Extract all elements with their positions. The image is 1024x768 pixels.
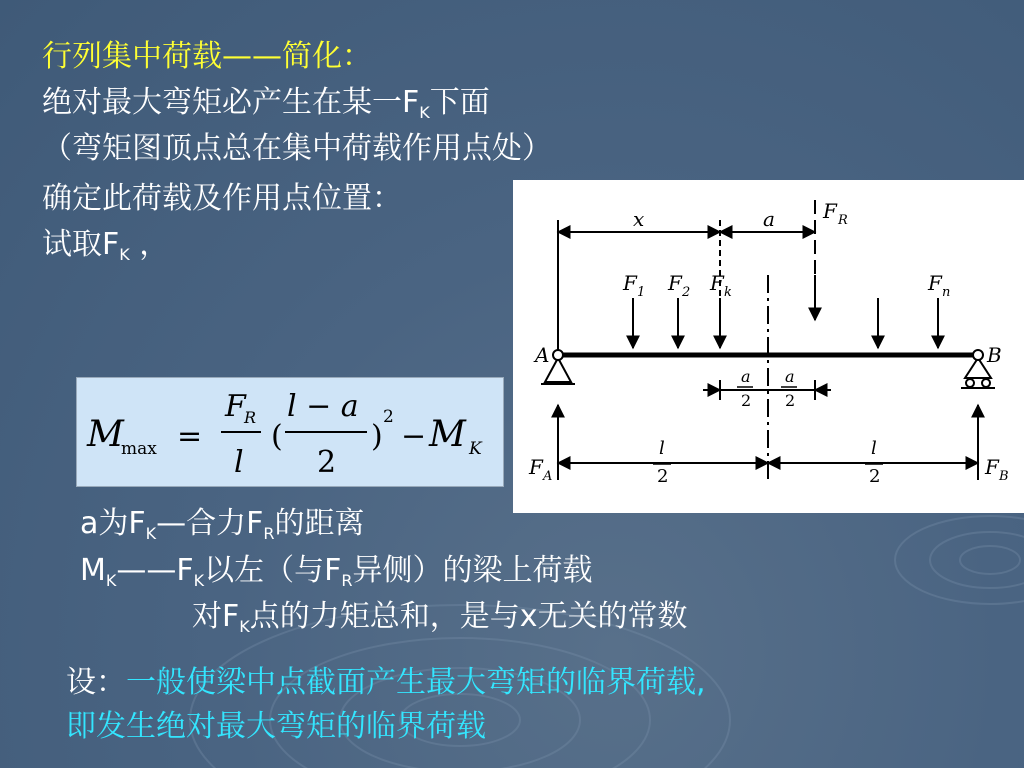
label-a-half-1: a (741, 367, 751, 386)
statement-sub: K (419, 103, 430, 122)
heading-suffix: ——简化： (222, 39, 372, 74)
assumption-line-1 (66, 664, 706, 702)
label-f2: F (668, 271, 682, 295)
definition-a: a为$F_K—$合力$F_R$的距离 (80, 506, 365, 543)
statement-line (42, 84, 490, 132)
beam-diagram-svg (513, 180, 1024, 513)
formula-l-den: l (234, 445, 244, 480)
formula-FR-sub: R (244, 408, 257, 427)
definition-mk: $M_K——F_K$以左（与$F_R$异侧）的梁上荷载 (80, 553, 593, 590)
label-fb: F (985, 455, 999, 479)
determine-line: 确定此荷载及作用点位置： (42, 181, 402, 216)
formula-MK-sub: K (469, 439, 482, 459)
label-two-4: 2 (869, 466, 881, 487)
formula-equation (77, 378, 503, 486)
label-b-support: B (987, 343, 1002, 367)
label-two-3: 2 (657, 466, 669, 487)
formula-M: M (87, 414, 124, 455)
label-fr-sub: R (838, 213, 848, 228)
formula-MK: M (429, 414, 466, 455)
label-a-half-2: a (785, 367, 795, 386)
label-fb-sub: B (999, 469, 1009, 484)
label-l-half-2: l (871, 438, 877, 459)
label-f1-sub: 1 (637, 285, 646, 300)
heading-line (42, 38, 372, 76)
definition-mk-cont: 对$F_K$点的力矩总和，是与x无关的常数 (192, 599, 688, 636)
formula-den: 2 (317, 445, 337, 480)
label-a: a (763, 207, 775, 231)
label-f2-sub: 2 (682, 285, 691, 300)
formula-max-sub: max (121, 439, 157, 459)
label-fr: F (823, 199, 837, 223)
label-fk-sub: k (724, 285, 732, 300)
label-fn: F (928, 271, 942, 295)
heading-title: 行列集中荷载 (42, 39, 222, 74)
formula-box (76, 377, 504, 487)
label-x: x (633, 207, 645, 231)
trial-text: 试取F (42, 227, 120, 262)
trial-line (42, 226, 169, 274)
trial-sub: K (119, 245, 130, 264)
formula-FR: F (225, 389, 246, 424)
note-line: （弯矩图顶点总在集中荷载作用点处） (42, 131, 552, 166)
statement-text-end: 下面 (429, 85, 490, 120)
assumption-label: 设： (66, 665, 126, 700)
label-fa-sub: A (543, 469, 553, 484)
assumption-text-1: 一般使梁中点截面产生最大弯矩的临界荷载, (126, 665, 706, 700)
label-l-half-1: l (659, 438, 665, 459)
beam-diagram (513, 180, 1024, 513)
label-two-1: 2 (741, 391, 752, 410)
formula-lpar: ( (271, 419, 283, 454)
label-a-support: A (535, 343, 550, 367)
formula-minus: − (401, 419, 427, 454)
trial-comma: ， (129, 227, 170, 262)
formula-rpar: ) (371, 419, 383, 454)
formula-square: 2 (383, 407, 394, 427)
label-fn-sub: n (942, 285, 951, 300)
assumption-line-2: 即发生绝对最大弯矩的临界荷载 (66, 709, 486, 744)
label-fa: F (529, 455, 543, 479)
label-fk: F (710, 271, 724, 295)
label-f1: F (623, 271, 637, 295)
formula-num: l − a (287, 389, 359, 424)
formula-eq: = (177, 419, 203, 454)
label-two-2: 2 (785, 391, 796, 410)
statement-text: 绝对最大弯矩必产生在某一F (42, 85, 420, 120)
